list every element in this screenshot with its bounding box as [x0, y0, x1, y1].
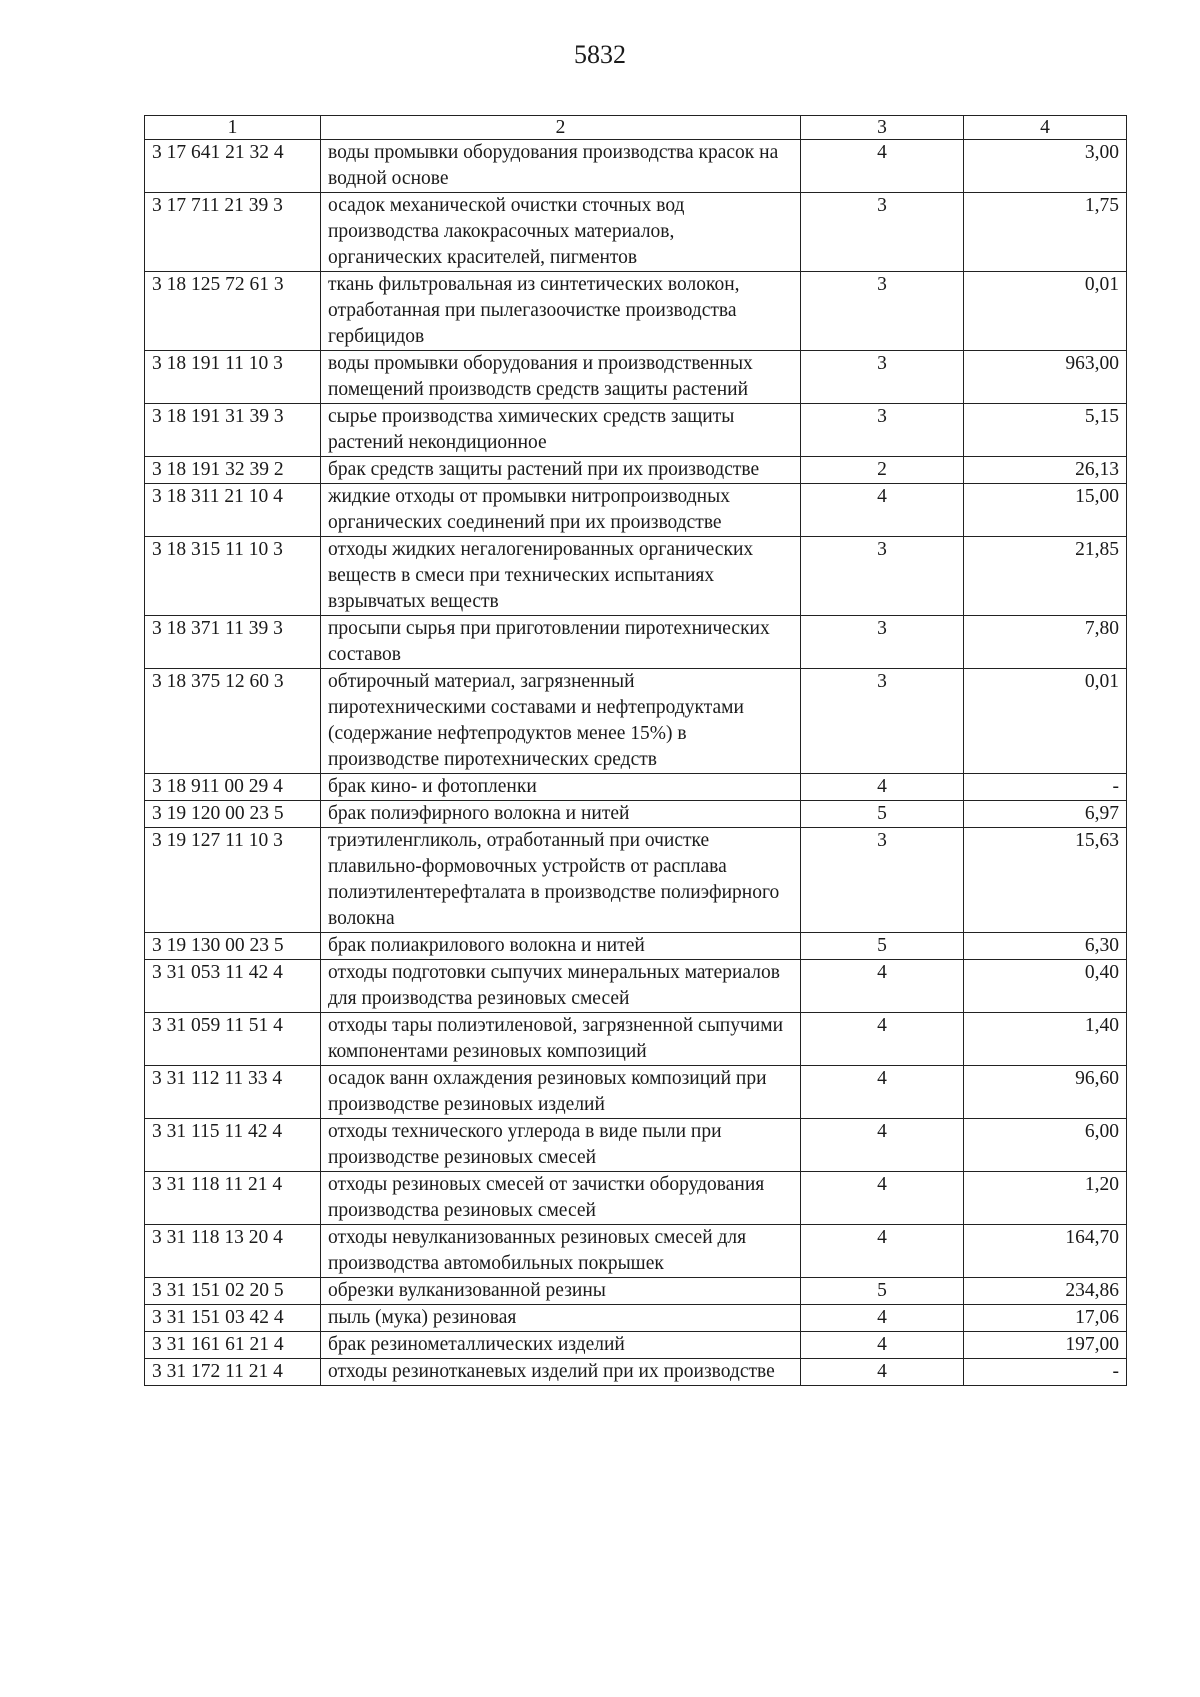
hazard-class-cell: 4: [801, 1066, 964, 1119]
value-cell: 1,20: [964, 1172, 1127, 1225]
value-cell: 26,13: [964, 457, 1127, 484]
table-row: [145, 1278, 1127, 1305]
page-number: 5832: [574, 40, 626, 69]
table-row: [145, 669, 1127, 774]
waste-name-cell: осадок механической очистки сточных вод производства лакокрасочных материалов, органических красителей, пигментов: [321, 193, 801, 272]
waste-code-cell: 3 18 315 11 10 3: [145, 537, 321, 616]
waste-name-cell: отходы резиновых смесей от зачистки оборудования производства резиновых смесей: [321, 1172, 801, 1225]
value-cell: 6,30: [964, 933, 1127, 960]
waste-code-cell: 3 31 118 11 21 4: [145, 1172, 321, 1225]
waste-name-cell: обрезки вулканизованной резины: [321, 1278, 801, 1305]
hazard-class-cell: 5: [801, 933, 964, 960]
table-row: [145, 1066, 1127, 1119]
waste-name-cell: брак полиакрилового волокна и нитей: [321, 933, 801, 960]
waste-name-cell: жидкие отходы от промывки нитропроизводных органических соединений при их производстве: [321, 484, 801, 537]
waste-name-cell: отходы резинотканевых изделий при их производстве: [321, 1359, 801, 1386]
hazard-class-cell: 5: [801, 801, 964, 828]
waste-code-cell: 3 18 311 21 10 4: [145, 484, 321, 537]
value-cell: 6,97: [964, 801, 1127, 828]
table-row: [145, 828, 1127, 933]
waste-code-cell: 3 19 130 00 23 5: [145, 933, 321, 960]
column-header: 3: [801, 116, 964, 140]
waste-name-cell: брак полиэфирного волокна и нитей: [321, 801, 801, 828]
waste-code-cell: 3 18 911 00 29 4: [145, 774, 321, 801]
hazard-class-cell: 4: [801, 960, 964, 1013]
hazard-class-cell: 3: [801, 537, 964, 616]
table-row: [145, 1013, 1127, 1066]
hazard-class-cell: 4: [801, 1013, 964, 1066]
table-row: [145, 404, 1127, 457]
waste-code-cell: 3 31 151 03 42 4: [145, 1305, 321, 1332]
table-row: [145, 351, 1127, 404]
waste-name-cell: пыль (мука) резиновая: [321, 1305, 801, 1332]
waste-code-cell: 3 31 112 11 33 4: [145, 1066, 321, 1119]
waste-code-cell: 3 31 151 02 20 5: [145, 1278, 321, 1305]
value-cell: 1,40: [964, 1013, 1127, 1066]
hazard-class-cell: 4: [801, 1332, 964, 1359]
hazard-class-cell: 4: [801, 1305, 964, 1332]
value-cell: 1,75: [964, 193, 1127, 272]
table-row: [145, 140, 1127, 193]
table-row: [145, 774, 1127, 801]
waste-name-cell: триэтиленгликоль, отработанный при очистке плавильно-формовочных устройств от расплава полиэтилентерефталата в производстве полиэфирного волокна: [321, 828, 801, 933]
waste-table: [144, 115, 1127, 1386]
waste-name-cell: воды промывки оборудования производства красок на водной основе: [321, 140, 801, 193]
waste-name-cell: обтирочный материал, загрязненный пиротехническими составами и нефтепродуктами (содержание нефтепродуктов менее 15%) в производстве пиротехнических средств: [321, 669, 801, 774]
waste-name-cell: брак кино- и фотопленки: [321, 774, 801, 801]
waste-code-cell: 3 18 125 72 61 3: [145, 272, 321, 351]
hazard-class-cell: 4: [801, 1359, 964, 1386]
hazard-class-cell: 4: [801, 1172, 964, 1225]
value-cell: 0,01: [964, 669, 1127, 774]
table-row: [145, 1332, 1127, 1359]
table-row: [145, 1225, 1127, 1278]
waste-name-cell: отходы подготовки сыпучих минеральных материалов для производства резиновых смесей: [321, 960, 801, 1013]
table-row: [145, 1119, 1127, 1172]
hazard-class-cell: 4: [801, 484, 964, 537]
waste-code-cell: 3 18 375 12 60 3: [145, 669, 321, 774]
hazard-class-cell: 3: [801, 669, 964, 774]
waste-code-cell: 3 17 711 21 39 3: [145, 193, 321, 272]
waste-code-cell: 3 31 053 11 42 4: [145, 960, 321, 1013]
value-cell: 7,80: [964, 616, 1127, 669]
hazard-class-cell: 4: [801, 774, 964, 801]
column-header: 4: [964, 116, 1127, 140]
waste-name-cell: брак резинометаллических изделий: [321, 1332, 801, 1359]
value-cell: 0,40: [964, 960, 1127, 1013]
waste-code-cell: 3 31 172 11 21 4: [145, 1359, 321, 1386]
hazard-class-cell: 4: [801, 140, 964, 193]
waste-code-cell: 3 31 161 61 21 4: [145, 1332, 321, 1359]
table-row: [145, 457, 1127, 484]
hazard-class-cell: 2: [801, 457, 964, 484]
value-cell: -: [964, 1359, 1127, 1386]
waste-name-cell: брак средств защиты растений при их производстве: [321, 457, 801, 484]
hazard-class-cell: 3: [801, 351, 964, 404]
table-row: [145, 960, 1127, 1013]
value-cell: 17,06: [964, 1305, 1127, 1332]
table-row: [145, 484, 1127, 537]
value-cell: 6,00: [964, 1119, 1127, 1172]
waste-code-cell: 3 18 191 32 39 2: [145, 457, 321, 484]
table-row: [145, 1359, 1127, 1386]
waste-name-cell: отходы жидких негалогенированных органических веществ в смеси при технических испытаниях взрывчатых веществ: [321, 537, 801, 616]
hazard-class-cell: 3: [801, 272, 964, 351]
table-row: [145, 933, 1127, 960]
waste-name-cell: отходы тары полиэтиленовой, загрязненной сыпучими компонентами резиновых композиций: [321, 1013, 801, 1066]
value-cell: 164,70: [964, 1225, 1127, 1278]
waste-code-cell: 3 17 641 21 32 4: [145, 140, 321, 193]
value-cell: 963,00: [964, 351, 1127, 404]
hazard-class-cell: 3: [801, 616, 964, 669]
waste-name-cell: сырье производства химических средств защиты растений некондиционное: [321, 404, 801, 457]
waste-code-cell: 3 19 120 00 23 5: [145, 801, 321, 828]
waste-code-cell: 3 31 115 11 42 4: [145, 1119, 321, 1172]
table-row: [145, 1172, 1127, 1225]
value-cell: 0,01: [964, 272, 1127, 351]
column-header: 1: [145, 116, 321, 140]
column-header: 2: [321, 116, 801, 140]
value-cell: 234,86: [964, 1278, 1127, 1305]
waste-name-cell: просыпи сырья при приготовлении пиротехнических составов: [321, 616, 801, 669]
waste-name-cell: осадок ванн охлаждения резиновых композиций при производстве резиновых изделий: [321, 1066, 801, 1119]
waste-code-cell: 3 18 191 11 10 3: [145, 351, 321, 404]
waste-name-cell: отходы невулканизованных резиновых смесей для производства автомобильных покрышек: [321, 1225, 801, 1278]
waste-code-cell: 3 31 118 13 20 4: [145, 1225, 321, 1278]
value-cell: 15,00: [964, 484, 1127, 537]
header-row: [145, 116, 1127, 140]
hazard-class-cell: 5: [801, 1278, 964, 1305]
table-row: [145, 537, 1127, 616]
hazard-class-cell: 3: [801, 404, 964, 457]
value-cell: 3,00: [964, 140, 1127, 193]
value-cell: 21,85: [964, 537, 1127, 616]
waste-code-cell: 3 31 059 11 51 4: [145, 1013, 321, 1066]
value-cell: -: [964, 774, 1127, 801]
waste-code-cell: 3 19 127 11 10 3: [145, 828, 321, 933]
hazard-class-cell: 3: [801, 193, 964, 272]
waste-code-cell: 3 18 371 11 39 3: [145, 616, 321, 669]
table-body: [145, 116, 1127, 1386]
table-row: [145, 193, 1127, 272]
hazard-class-cell: 4: [801, 1225, 964, 1278]
value-cell: 5,15: [964, 404, 1127, 457]
table-row: [145, 1305, 1127, 1332]
waste-name-cell: воды промывки оборудования и производственных помещений производств средств защиты растений: [321, 351, 801, 404]
table-row: [145, 801, 1127, 828]
hazard-class-cell: 4: [801, 1119, 964, 1172]
value-cell: 197,00: [964, 1332, 1127, 1359]
waste-name-cell: ткань фильтровальная из синтетических волокон, отработанная при пылегазоочистке производства гербицидов: [321, 272, 801, 351]
value-cell: 96,60: [964, 1066, 1127, 1119]
value-cell: 15,63: [964, 828, 1127, 933]
table-row: [145, 616, 1127, 669]
hazard-class-cell: 3: [801, 828, 964, 933]
waste-name-cell: отходы технического углерода в виде пыли при производстве резиновых смесей: [321, 1119, 801, 1172]
waste-code-cell: 3 18 191 31 39 3: [145, 404, 321, 457]
table-row: [145, 272, 1127, 351]
